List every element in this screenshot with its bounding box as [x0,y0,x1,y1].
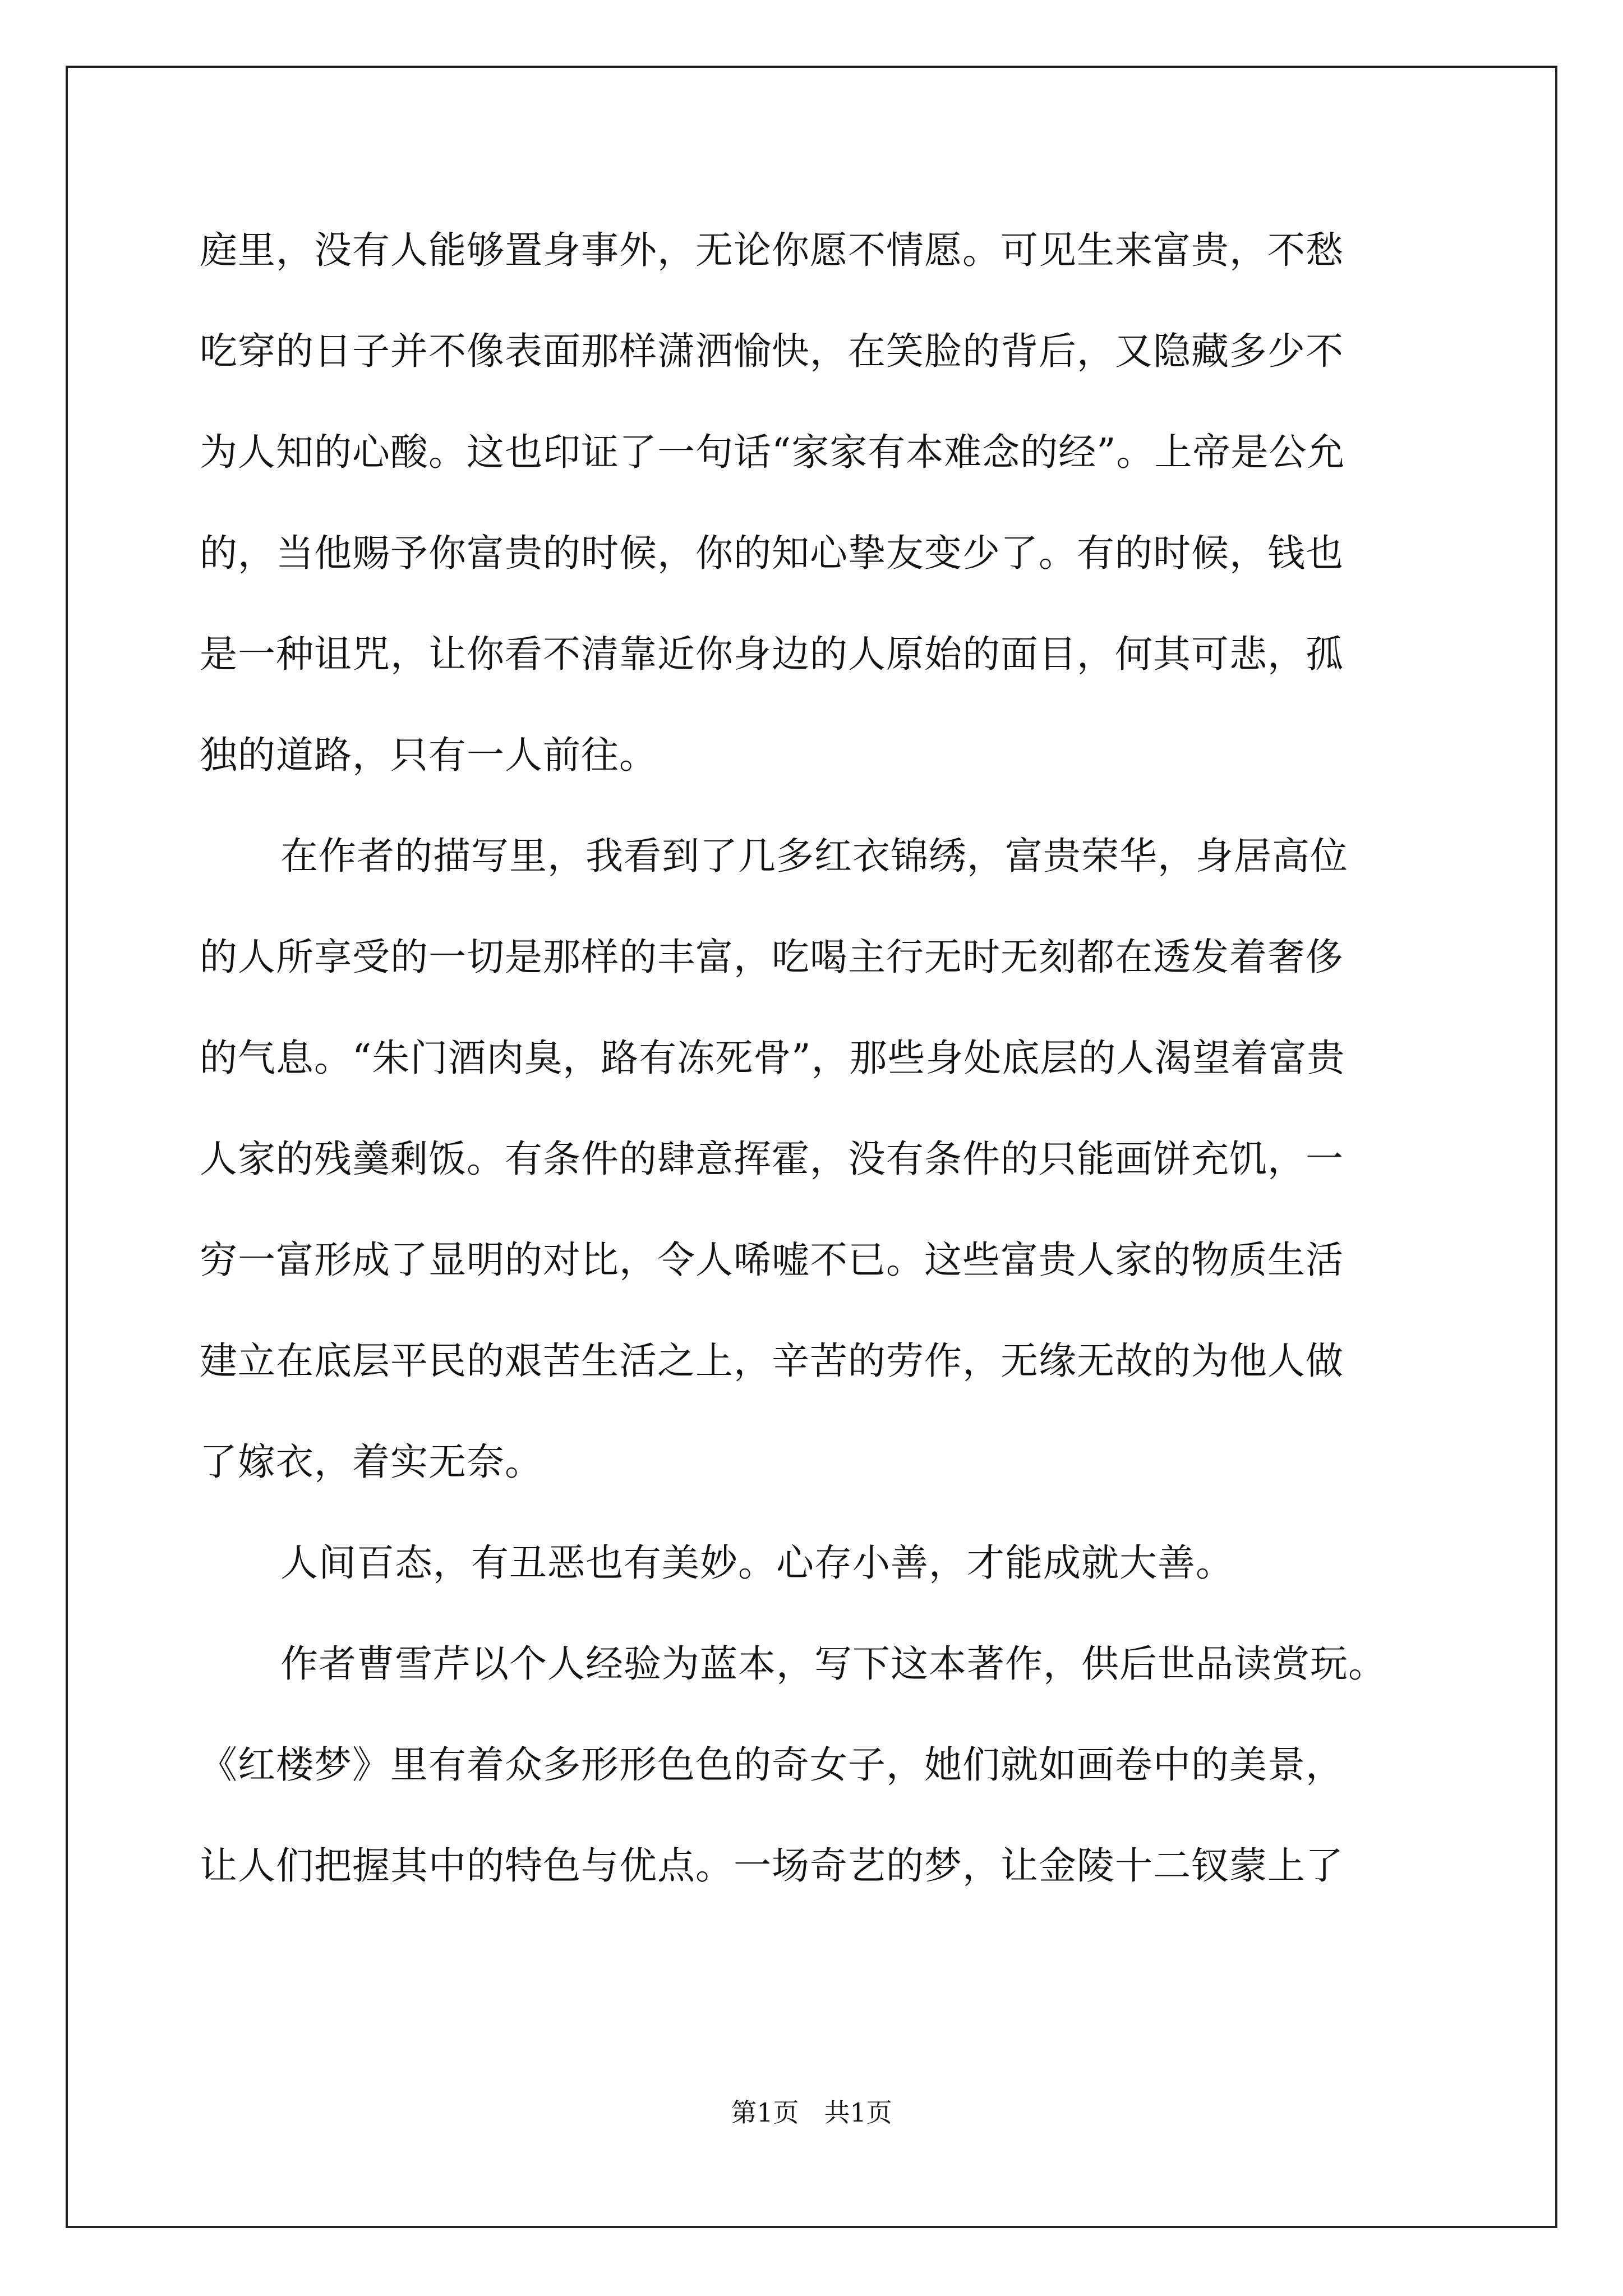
text-line: 的气息。“朱门酒肉臭，路有冻死骨”，那些身处底层的人渴望着富贵 [200,1036,1345,1080]
text-line: 穷一富形成了显明的对比，令人唏嘘不已。这些富贵人家的物质生活 [200,1238,1344,1282]
text-line: 的人所享受的一切是那样的丰富，吃喝主行无时无刻都在透发着奢侈 [200,935,1344,979]
paragraph-start-line: 作者曹雪芹以个人经验为蓝本，写下这本著作，供后世品读赏玩。 [280,1642,1386,1686]
text-line: 《红楼梦》里有着众多形形色色的奇女子，她们就如画卷中的美景， [200,1743,1344,1787]
text-line: 让人们把握其中的特色与优点。一场奇艺的梦，让金陵十二钗蒙上了 [200,1844,1344,1888]
text-line: 为人知的心酸。这也印证了一句话“家家有本难念的经”。上帝是公允 [200,430,1345,474]
paragraph-start-line: 在作者的描写里，我看到了几多红衣锦绣，富贵荣华，身居高位 [280,834,1348,878]
text-line: 的，当他赐予你富贵的时候，你的知心挚友变少了。有的时候，钱也 [200,531,1344,575]
text-line: 建立在底层平民的艰苦生活之上，辛苦的劳作，无缘无故的为他人做 [200,1339,1344,1383]
text-line: 独的道路，只有一人前往。 [200,733,657,777]
text-line: 人家的残羹剩饭。有条件的肆意挥霍，没有条件的只能画饼充饥，一 [200,1137,1344,1181]
page-number: 第1页 [731,2097,799,2128]
text-line: 了嫁衣，着实无奈。 [200,1440,543,1484]
text-line: 庭里，没有人能够置身事外，无论你愿不情愿。可见生来富贵，不愁 [200,228,1344,272]
page-total: 共1页 [824,2097,892,2128]
text-line: 吃穿的日子并不像表面那样潇洒愉快，在笑脸的背后，又隐藏多少不 [200,329,1344,373]
paragraph-start-line: 人间百态，有丑恶也有美妙。心存小善，才能成就大善。 [280,1541,1234,1585]
text-line: 是一种诅咒，让你看不清靠近你身边的人原始的面目，何其可悲，孤 [200,632,1344,676]
page-footer [0,2097,1623,2128]
